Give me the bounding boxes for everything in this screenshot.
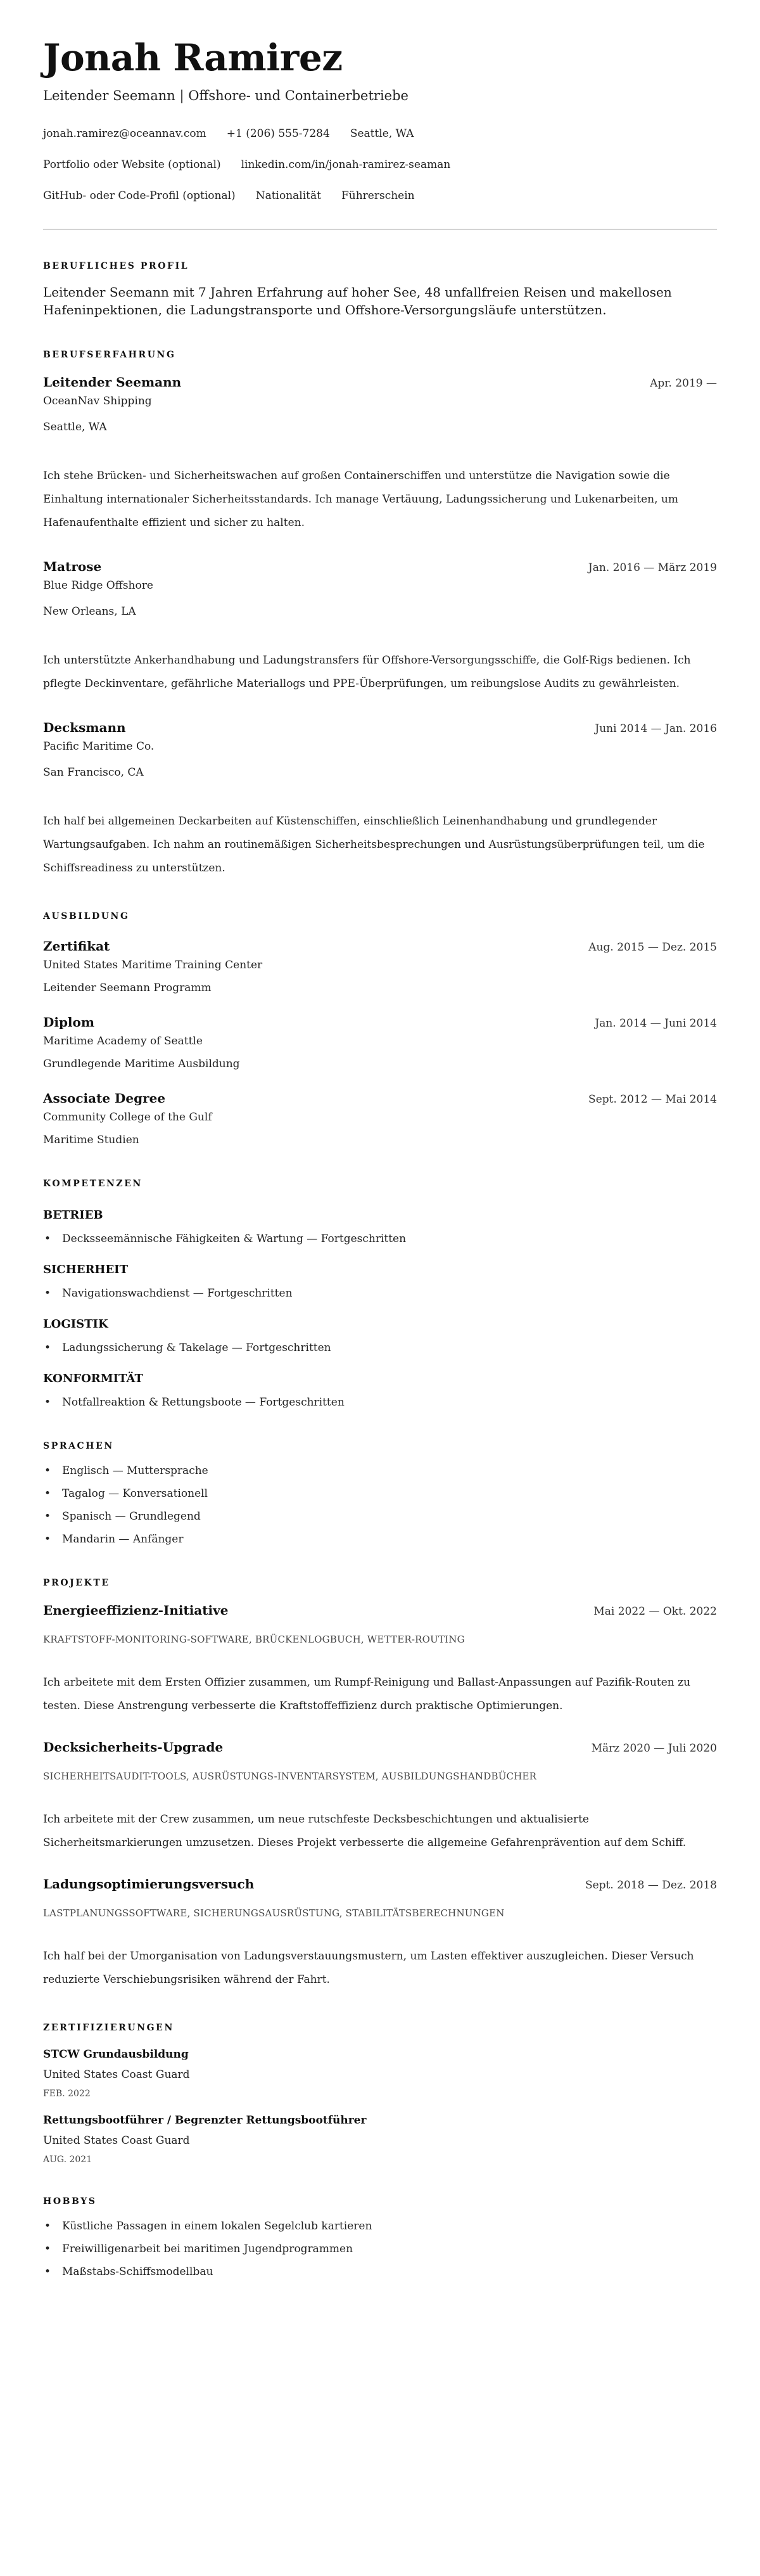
institution-name: United States Maritime Training Center xyxy=(43,959,263,972)
header-divider xyxy=(43,229,717,230)
contact-row xyxy=(43,126,717,141)
section-title: SPRACHEN xyxy=(43,1441,114,1452)
project-dates: Sept. 2018 — Dez. 2018 xyxy=(585,1879,717,1892)
education-section xyxy=(43,911,717,1148)
contact-nationality: Nationalität xyxy=(255,189,321,203)
certifications-section xyxy=(43,2022,717,2165)
project-dates: Mai 2022 — Okt. 2022 xyxy=(593,1605,717,1618)
hobby-text: Freiwilligenarbeit bei maritimen Jugendprogrammen xyxy=(62,2243,353,2256)
bullet-icon: • xyxy=(44,2265,51,2279)
certification-issuer: United States Coast Guard xyxy=(43,2068,190,2082)
language-item xyxy=(43,1509,717,1524)
skill-list xyxy=(43,1231,717,1246)
contact-row xyxy=(43,157,717,172)
skill-list xyxy=(43,1340,717,1355)
certification-entry xyxy=(43,2047,717,2099)
job-location: New Orleans, LA xyxy=(43,605,136,618)
skill-category: BETRIEB xyxy=(43,1208,103,1222)
education-entry xyxy=(43,939,717,996)
institution-name: Maritime Academy of Seattle xyxy=(43,1035,203,1048)
skills-section xyxy=(43,1178,717,1410)
program-name: Grundlegende Maritime Ausbildung xyxy=(43,1058,240,1071)
section-title: BERUFSERFAHRUNG xyxy=(43,350,176,361)
skill-list xyxy=(43,1395,717,1410)
skill-item xyxy=(43,1286,717,1301)
certification-date: FEB. 2022 xyxy=(43,2089,91,2099)
skill-group xyxy=(43,1372,717,1410)
bullet-icon: • xyxy=(44,1487,51,1501)
section-title: AUSBILDUNG xyxy=(43,911,130,922)
job-dates: Jan. 2016 — März 2019 xyxy=(588,561,717,575)
section-title: BERUFLICHES PROFIL xyxy=(43,261,189,272)
skill-text: Ladungssicherung & Takelage — Fortgeschritten xyxy=(62,1342,331,1355)
section-title: ZERTIFIZIERUNGEN xyxy=(43,2023,174,2034)
candidate-name: Jonah Ramirez xyxy=(43,36,343,79)
project-tech-stack: SICHERHEITSAUDIT-TOOLS, AUSRÜSTUNGS-INVENTARSYSTEM, AUSBILDUNGSHANDBÜCHER xyxy=(43,1771,537,1783)
contact-phone[interactable]: +1 (206) 555-7284 xyxy=(226,127,330,141)
bullet-icon: • xyxy=(44,1342,51,1355)
experience-section xyxy=(43,349,717,880)
hobby-item xyxy=(43,2219,717,2234)
job-description: Ich half bei allgemeinen Deckarbeiten auf Küstenschiffen, einschließlich Leinenhandhabung und grundlegender Wartungsaufgaben. Ich nahm an routinemäßigen Sicherheitsbesprechungen und Ausrüstungsüberprüfungen teil, um die Schiffsreadiness zu unterstützen. xyxy=(43,815,705,875)
skill-category: LOGISTIK xyxy=(43,1317,108,1331)
candidate-headline: Leitender Seemann | Offshore- und Containerbetriebe xyxy=(43,87,408,103)
hobbies-section xyxy=(43,2196,717,2279)
profile-section xyxy=(43,260,717,319)
language-item xyxy=(43,1463,717,1478)
language-text: Mandarin — Anfänger xyxy=(62,1533,184,1546)
projects-section xyxy=(43,1577,717,1992)
project-description: Ich arbeitete mit der Crew zusammen, um neue rutschfeste Decksbeschichtungen und aktualisierte Sicherheitsmarkierungen umzusetzen. Dieses Projekt verbesserte die allgemeine Gefahrenprävention auf dem Schiff. xyxy=(43,1813,687,1850)
project-name: Energieeffizienz-Initiative xyxy=(43,1603,229,1618)
degree-dates: Jan. 2014 — Juni 2014 xyxy=(595,1017,717,1030)
project-entry xyxy=(43,1740,717,1855)
section-title: KOMPETENZEN xyxy=(43,1179,142,1189)
project-description: Ich half bei der Umorganisation von Ladungsverstauungsmustern, um Lasten effektiver auszugleichen. Dieser Versuch reduzierte Verschiebungsrisiken während der Fahrt. xyxy=(43,1950,694,1987)
bullet-icon: • xyxy=(44,2220,51,2233)
project-entry xyxy=(43,1876,717,1992)
certification-issuer: United States Coast Guard xyxy=(43,2134,190,2148)
skill-list xyxy=(43,1286,717,1301)
program-name: Maritime Studien xyxy=(43,1134,139,1147)
skill-group xyxy=(43,1263,717,1301)
job-location: San Francisco, CA xyxy=(43,766,144,779)
hobby-list xyxy=(43,2219,717,2279)
skill-item xyxy=(43,1231,717,1246)
degree-dates: Sept. 2012 — Mai 2014 xyxy=(588,1093,717,1106)
language-text: Englisch — Muttersprache xyxy=(62,1464,208,1478)
hobby-item xyxy=(43,2241,717,2257)
certification-date: AUG. 2021 xyxy=(43,2155,92,2165)
job-company: Pacific Maritime Co. xyxy=(43,740,155,753)
skill-group xyxy=(43,1317,717,1355)
project-entry xyxy=(43,1603,717,1718)
resume-header xyxy=(43,38,717,203)
skill-text: Notfallreaktion & Rettungsboote — Fortgeschritten xyxy=(62,1396,345,1409)
skill-group xyxy=(43,1208,717,1246)
degree-dates: Aug. 2015 — Dez. 2015 xyxy=(588,941,717,954)
experience-entry xyxy=(43,720,717,880)
skill-text: Decksseemännische Fähigkeiten & Wartung — Fortgeschritten xyxy=(62,1233,407,1246)
job-description: Ich stehe Brücken- und Sicherheitswachen auf großen Containerschiffen und unterstütze die Navigation sowie die Einhaltung internationaler Sicherheitsstandards. Ich manage Vertäuung, Ladungssicherung und Lukenarbeiten, um Hafenaufenthalte effizient und sicher zu halten. xyxy=(43,470,678,530)
languages-section xyxy=(43,1440,717,1547)
job-title: Decksmann xyxy=(43,720,126,736)
job-company: OceanNav Shipping xyxy=(43,395,152,408)
hobby-text: Küstliche Passagen in einem lokalen Segelclub kartieren xyxy=(62,2220,372,2233)
contact-location: Seattle, WA xyxy=(350,127,414,141)
contact-github[interactable]: GitHub- oder Code-Profil (optional) xyxy=(43,189,236,203)
institution-name: Community College of the Gulf xyxy=(43,1111,212,1124)
education-entry xyxy=(43,1091,717,1148)
profile-summary: Leitender Seemann mit 7 Jahren Erfahrung auf hoher See, 48 unfallfreien Reisen und makellosen Hafeninpektionen, die Ladungstransporte und Offshore-Versorgungsläufe unterstützen. xyxy=(43,285,672,318)
job-description: Ich unterstützte Ankerhandhabung und Ladungstransfers für Offshore-Versorgungsschiffe, die Golf-Rigs bedienen. Ich pflegte Deckinventare, gefährliche Materiallogs und PPE-Überprüfungen, um reibungslose Audits zu gewährleisten. xyxy=(43,654,691,691)
degree-title: Diplom xyxy=(43,1015,95,1030)
section-title: PROJEKTE xyxy=(43,1578,110,1589)
project-description: Ich arbeitete mit dem Ersten Offizier zusammen, um Rumpf-Reinigung und Ballast-Anpassungen auf Pazifik-Routen zu testen. Diese Anstrengung verbesserte die Kraftstoffeffizienz durch praktische Optimierungen. xyxy=(43,1676,691,1713)
hobby-item xyxy=(43,2264,717,2279)
experience-entry xyxy=(43,559,717,696)
experience-entry xyxy=(43,375,717,535)
bullet-icon: • xyxy=(44,1287,51,1300)
language-text: Tagalog — Konversationell xyxy=(62,1487,208,1501)
job-title: Matrose xyxy=(43,559,102,575)
skill-category: SICHERHEIT xyxy=(43,1263,128,1277)
contact-email[interactable]: jonah.ramirez@oceannav.com xyxy=(43,127,206,141)
certification-name: Rettungsbootführer / Begrenzter Rettungsbootführer xyxy=(43,2114,367,2127)
job-company: Blue Ridge Offshore xyxy=(43,579,153,593)
language-text: Spanisch — Grundlegend xyxy=(62,1510,201,1523)
bullet-icon: • xyxy=(44,1533,51,1546)
skill-text: Navigationswachdienst — Fortgeschritten xyxy=(62,1287,293,1300)
section-title: HOBBYS xyxy=(43,2196,97,2207)
job-location: Seattle, WA xyxy=(43,421,107,434)
contact-row xyxy=(43,188,717,203)
skill-item xyxy=(43,1340,717,1355)
bullet-icon: • xyxy=(44,1396,51,1409)
language-item xyxy=(43,1486,717,1501)
education-entry xyxy=(43,1015,717,1072)
contact-portfolio[interactable]: Portfolio oder Website (optional) xyxy=(43,158,221,172)
certification-entry xyxy=(43,2113,717,2165)
bullet-icon: • xyxy=(44,1510,51,1523)
project-name: Decksicherheits-Upgrade xyxy=(43,1740,224,1755)
project-tech-stack: KRAFTSTOFF-MONITORING-SOFTWARE, BRÜCKENLOGBUCH, WETTER-ROUTING xyxy=(43,1634,465,1646)
language-item xyxy=(43,1532,717,1547)
bullet-icon: • xyxy=(44,2243,51,2256)
project-dates: März 2020 — Juli 2020 xyxy=(591,1742,717,1755)
contact-linkedin[interactable]: linkedin.com/in/jonah-ramirez-seaman xyxy=(241,158,451,172)
degree-title: Zertifikat xyxy=(43,939,110,954)
project-tech-stack: LASTPLANUNGSSOFTWARE, SICHERUNGSAUSRÜSTUNG, STABILITÄTSBERECHNUNGEN xyxy=(43,1907,505,1919)
job-dates: Apr. 2019 — xyxy=(650,377,717,390)
skill-category: KONFORMITÄT xyxy=(43,1372,143,1386)
project-name: Ladungsoptimierungsversuch xyxy=(43,1876,255,1892)
program-name: Leitender Seemann Programm xyxy=(43,982,212,995)
certification-name: STCW Grundausbildung xyxy=(43,2048,189,2061)
job-dates: Juni 2014 — Jan. 2016 xyxy=(595,722,717,736)
contact-drivers-license: Führerschein xyxy=(341,189,415,203)
bullet-icon: • xyxy=(44,1464,51,1478)
hobby-text: Maßstabs-Schiffsmodellbau xyxy=(62,2265,213,2279)
job-title: Leitender Seemann xyxy=(43,375,182,390)
skill-item xyxy=(43,1395,717,1410)
language-list xyxy=(43,1463,717,1547)
degree-title: Associate Degree xyxy=(43,1091,166,1106)
bullet-icon: • xyxy=(44,1233,51,1246)
